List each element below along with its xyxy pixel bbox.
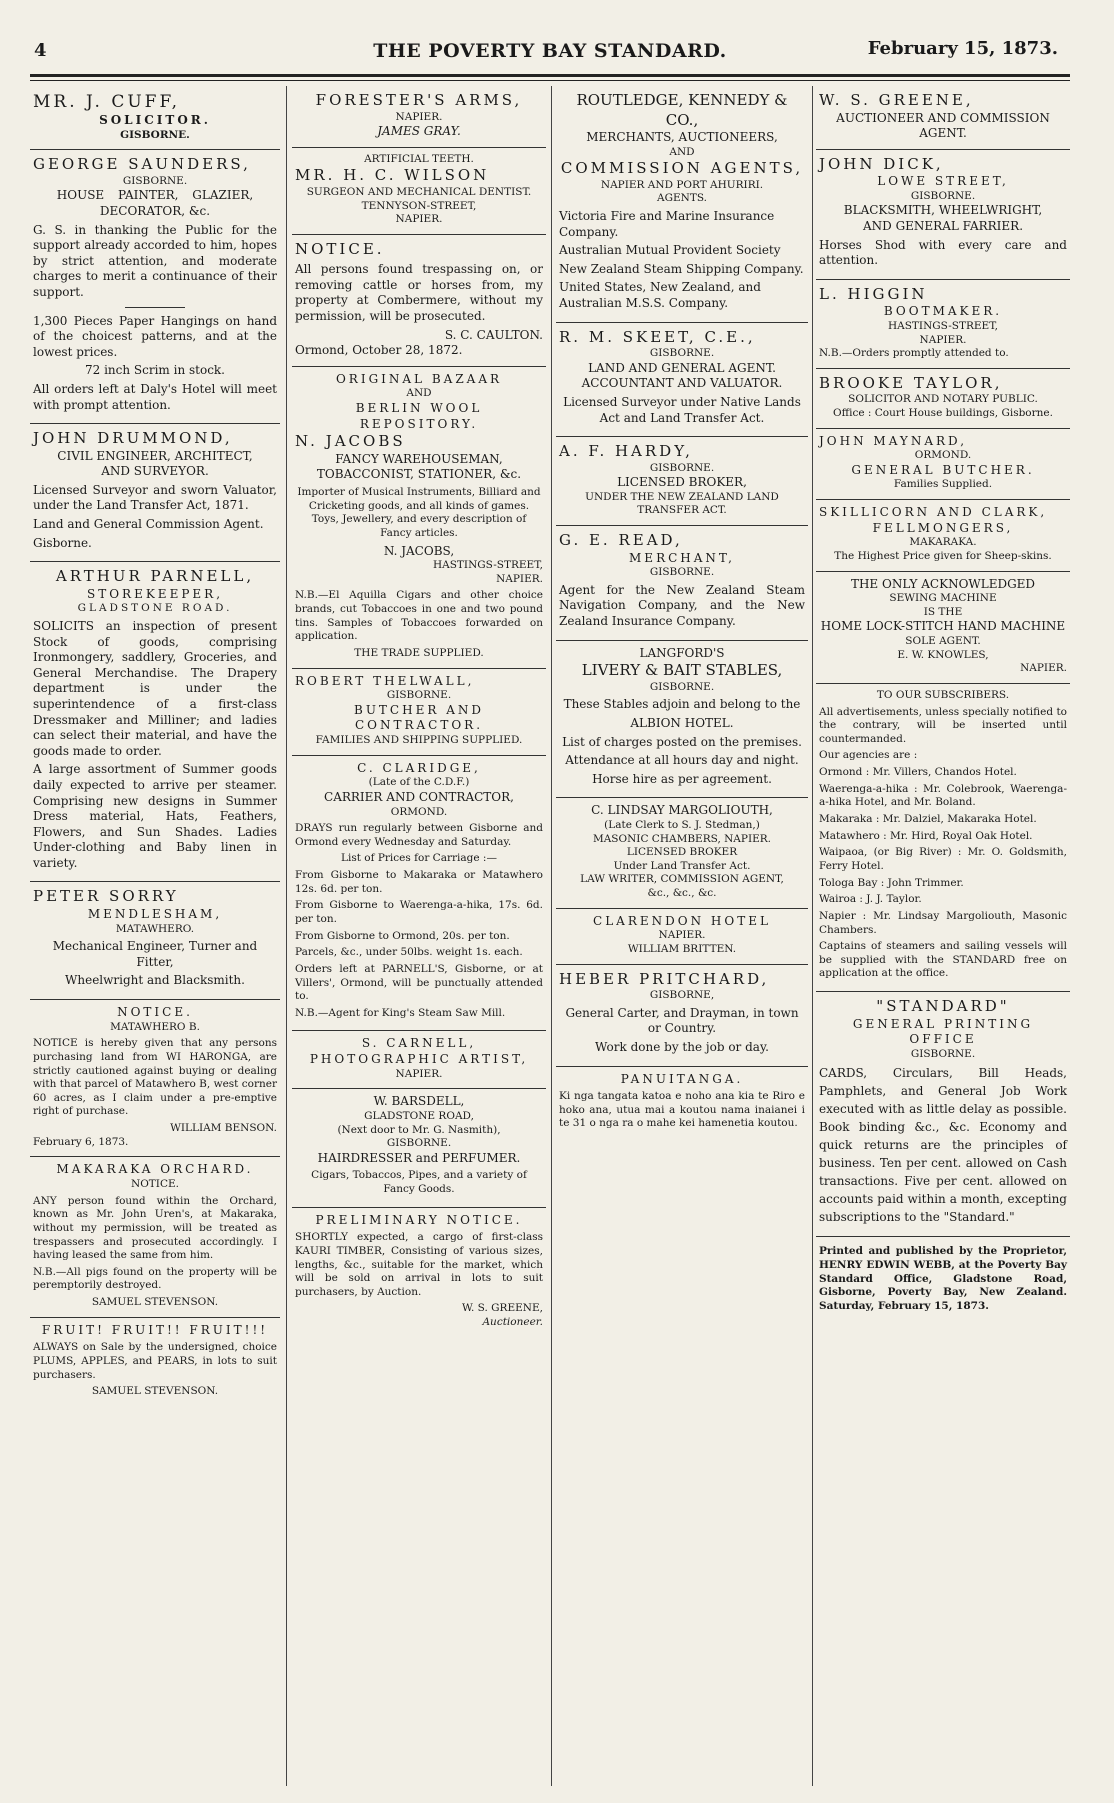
advertiser-name: MR. H. C. WILSON (295, 166, 490, 185)
ad-text: Gisborne. (33, 535, 92, 550)
ad-text: ALBION HOTEL. (630, 715, 734, 730)
ad-text: FAMILIES AND SHIPPING SUPPLIED. (315, 734, 523, 747)
ad-text: CARDS, Circulars, Bill Heads, Pamphlets, and General Job Work executed with as little delay as possible. Book binding &c., &c. Economy and quick returns are the principles of business. Ten per cent. allowed on Cash transactions. Five per cent. allowed on accounts paid within a month, excepting subscriptions to the "Standard." (819, 1066, 1067, 1225)
advertiser-place: NAPIER. (919, 333, 967, 346)
advertiser-place: GISBORNE. (386, 1137, 452, 1150)
advertiser-role: LICENSED BROKER (626, 846, 738, 859)
advertiser-name: FORESTER'S ARMS, (315, 91, 523, 109)
advertiser-role: AGENT. (919, 126, 967, 141)
advertiser-keeper: WILLIAM BRITTEN. (627, 943, 737, 955)
ad-text: List of Prices for Carriage :— (341, 852, 497, 865)
signature: SAMUEL STEVENSON. (91, 1296, 219, 1309)
advertiser-role: PHOTOGRAPHIC ARTIST, (309, 1052, 529, 1067)
advertiser-name: HEBER PRITCHARD, (559, 969, 770, 988)
advertiser-role: MERCHANTS, AUCTIONEERS, (586, 130, 778, 144)
ad-text: ANY person found within the Orchard, known as Mr. John Uren's, at Makaraka, without my permission, will be treated as trespassers and prosecuted accordingly. I having leased the same from him. (33, 1194, 277, 1262)
ad-barsdell (292, 1089, 546, 1207)
ad-skeet (556, 323, 808, 438)
header-rule-thick (30, 74, 1070, 77)
ad-wilson (292, 148, 546, 235)
advertiser-name: GEORGE SAUNDERS, (33, 155, 251, 174)
advertiser-name: JOHN DRUMMOND, (33, 429, 233, 448)
advertiser-role: MERCHANT, (629, 550, 735, 565)
ad-langford (556, 641, 808, 799)
issue-date: February 15, 1873. (867, 38, 1058, 59)
ad-text: SOLE AGENT. (905, 635, 981, 647)
advertiser-role: SOLICITOR AND NOTARY PUBLIC. (848, 393, 1038, 406)
advertiser-name: ROUTLEDGE, KENNEDY & CO., (576, 91, 788, 129)
advertiser-role: AND GENERAL FARRIER. (862, 219, 1024, 234)
ad-knowles (816, 572, 1070, 684)
agency-item: Victoria Fire and Marine Insurance Company. (559, 209, 775, 239)
advertiser-place: GISBORNE. (649, 680, 715, 693)
ad-text: Captains of steamers and sailing vessels will be supplied with the STANDARD free on application at the office. (819, 940, 1067, 980)
advertiser-place: ORMOND. (914, 449, 972, 462)
agency-item: Ormond : Mr. Villers, Chandos Hotel. (819, 766, 1017, 779)
ad-text: Mechanical Engineer, Turner and Fitter, (52, 939, 258, 969)
ad-heading: SEWING MACHINE (889, 592, 997, 605)
ad-skillicorn (816, 500, 1070, 571)
ad-text: UNDER THE NEW ZEALAND LAND TRANSFER ACT. (585, 490, 779, 517)
advertiser-role: AND (669, 145, 695, 158)
ad-kauri (292, 1208, 546, 1337)
agency-item: Matawhero : Mr. Hird, Royal Oak Hotel. (819, 829, 1033, 842)
advertiser-role: LAND AND GENERAL AGENT. (588, 360, 776, 375)
ad-panuitanga (556, 1067, 808, 1142)
column-rule (812, 86, 813, 1786)
advertiser-name: E. W. KNOWLES, (897, 648, 989, 661)
ad-clarendon (556, 909, 808, 965)
agency-item: Australian Mutual Provident Society (559, 243, 781, 258)
ad-text: THE TRADE SUPPLIED. (354, 646, 484, 659)
signature: W. S. GREENE, (462, 1302, 543, 1315)
agency-item: New Zealand Steam Shipping Company. (559, 261, 804, 276)
header-rule-thin (30, 80, 1070, 81)
advertiser-street: TENNYSON-STREET, (361, 199, 477, 212)
notice-title: NOTICE. (295, 239, 385, 258)
column-4 (816, 86, 1070, 1786)
agency-item: Waipaoa, (or Big River) : Mr. O. Goldsmith, Ferry Hotel. (819, 846, 1067, 872)
ad-carnell (292, 1031, 546, 1089)
ad-dick (816, 150, 1070, 280)
ad-text: Licensed Surveyor and sworn Valuator, under the Land Transfer Act, 1871. (33, 482, 277, 513)
ad-text: Importer of Musical Instruments, Billiard and Cricketing goods, and all kinds of games. Toys, Jewellery, and every description of Fancy articles. (297, 485, 541, 539)
advertiser-place: GISBORNE. (649, 461, 715, 474)
advertiser-note: (Late of the C.D.F.) (368, 776, 470, 789)
ad-subscribers (816, 684, 1070, 992)
ad-text: Ki nga tangata katoa e noho ana kia te Riro e hoko ana, utua mai a koutou nama inaianei i te 31 o nga ra o mahe kei hamenetia koutou. (559, 1090, 805, 1130)
advertiser-name: A. F. HARDY, (559, 442, 693, 461)
agency-item: Napier : Mr. Lindsay Margoliouth, Masonic Chambers. (819, 909, 1067, 936)
advertiser-role: CARRIER AND CONTRACTOR, (324, 789, 514, 804)
advertiser-place: MATAWHERO. (115, 922, 195, 935)
advertiser-place: NAPIER. (658, 929, 706, 942)
ad-heading: HOME LOCK-STITCH HAND MACHINE (820, 619, 1066, 634)
ad-claridge (292, 756, 546, 1032)
advertiser-name: PETER SORRY (33, 887, 179, 906)
ad-taylor (816, 369, 1070, 429)
ad-text: &c., &c., &c. (647, 887, 717, 900)
notice-subtitle: NOTICE. (131, 1177, 179, 1190)
advertiser-role: GENERAL BUTCHER. (851, 462, 1035, 477)
signature: WILLIAM BENSON. (170, 1122, 277, 1135)
advertiser-name: ROBERT THELWALL, (295, 673, 475, 688)
column-rule (551, 86, 552, 1786)
advertiser-trades: DECORATOR, &c. (99, 204, 211, 219)
notice-title: MAKARAKA ORCHARD. (56, 1162, 254, 1177)
advertiser-role: AND SURVEYOR. (101, 464, 209, 479)
ad-sorry (30, 882, 280, 1000)
advertiser-address: MASONIC CHAMBERS, NAPIER. (592, 832, 772, 845)
advertiser-street: HASTINGS-STREET, (432, 559, 543, 572)
advertiser-place: NAPIER. (395, 1067, 443, 1080)
advertiser-role: ACCOUNTANT AND VALUATOR. (581, 376, 783, 391)
ad-caulton-notice (292, 235, 546, 367)
advertiser-place: GISBORNE, (649, 989, 715, 1002)
price-item: From Gisborne to Makaraka or Matawhero 12s. 6d. per ton. (295, 869, 543, 895)
advertiser-name: C. LINDSAY MARGOLIOUTH, (591, 803, 773, 818)
advertiser-place: NAPIER. (1020, 662, 1067, 675)
notice-title: PANUITANGA. (620, 1071, 744, 1086)
ad-hardy (556, 437, 808, 526)
ad-orchard (30, 1157, 280, 1317)
ad-text: N.B.—Orders promptly attended to. (819, 347, 1009, 360)
advertiser-place: ORMOND. (390, 805, 448, 818)
page-header (30, 38, 1070, 72)
ad-text: NOTICE is hereby given that any persons purchasing land from WI HARONGA, are strictly cautioned against buying or dealing with that parcel of Matawhero B, west corner 60 acres, as I claim under a pre-emptive right of purchase. (33, 1037, 277, 1118)
advertiser-role: FELLMONGERS, (872, 520, 1014, 535)
advertiser-street: GLADSTONE ROAD, (364, 1109, 474, 1122)
ad-text: Agent for the New Zealand Steam Navigation Company, and the New Zealand Insurance Company. (559, 582, 805, 629)
advertiser-role: FANCY WAREHOUSEMAN, (335, 451, 503, 466)
advertiser-place: GISBORNE. (386, 689, 452, 702)
notice-title: TO OUR SUBSCRIBERS. (876, 688, 1010, 701)
ad-heading: AGENTS. (657, 192, 707, 205)
advertiser-name: C. CLARIDGE, (357, 760, 481, 775)
ad-text: DRAYS run regularly between Gisborne and Ormond every Wednesday and Saturday. (295, 822, 543, 848)
advertiser-name: N. JACOBS (295, 432, 406, 451)
advertiser-name: W. BARSDELL, (373, 1094, 465, 1109)
ad-text: Families Supplied. (893, 478, 993, 491)
advertiser-trades: HOUSE PAINTER, GLAZIER, (56, 188, 254, 203)
ad-heading: IS THE (923, 605, 963, 618)
ad-pritchard (556, 965, 808, 1067)
ad-text: 1,300 Pieces Paper Hangings on hand of the choicest patterns, and at the lowest prices. (33, 313, 277, 359)
advertiser-name: MENDLESHAM, (87, 906, 223, 921)
ad-standard-printing (816, 992, 1070, 1237)
ad-heading: AND (406, 387, 432, 400)
advertiser-role: AUCTIONEER AND COMMISSION (836, 110, 1050, 125)
ad-heading: "STANDARD" (876, 997, 1010, 1016)
agency-item: Makaraka : Mr. Dalziel, Makaraka Hotel. (819, 813, 1037, 826)
advertiser-place: NAPIER. (395, 110, 443, 123)
advertiser-role: LIVERY & BAIT STABLES, (581, 661, 783, 680)
ad-text: Wheelwright and Blacksmith. (65, 973, 245, 988)
divider (125, 307, 185, 308)
ad-text: Horse hire as per agreement. (592, 771, 772, 786)
advertiser-place: NAPIER. (496, 572, 543, 585)
signature: N. JACOBS, (383, 543, 455, 558)
signature: S. C. CAULTON. (444, 327, 543, 342)
advertiser-place: GISBORNE. (120, 128, 190, 141)
advertiser-role: SOLICITOR. (99, 113, 211, 128)
ad-text: All orders left at Daly's Hotel will meet with prompt attention. (33, 382, 277, 412)
ad-heading: BERLIN WOOL REPOSITORY. (355, 401, 483, 431)
imprint-text: Printed and published by the Proprietor, HENRY EDWIN WEBB, at the Poverty Bay Standard Office, Gladstone Road, Gisborne, Poverty Bay, New Zealand. Saturday, February 15, 1873. (819, 1245, 1067, 1312)
ad-heading: ARTIFICIAL TEETH. (364, 152, 474, 165)
ad-text: The Highest Price given for Sheep-skins. (834, 549, 1052, 562)
ad-jacobs (292, 367, 546, 669)
ad-heading: THE ONLY ACKNOWLEDGED (850, 576, 1036, 591)
ad-text: N.B.—Agent for King's Steam Saw Mill. (295, 1006, 506, 1019)
advertiser-name: L. HIGGIN (819, 284, 928, 303)
notice-date: February 6, 1873. (33, 1135, 129, 1148)
signature-role: Auctioneer. (482, 1316, 543, 1329)
advertiser-role: LICENSED BROKER, (617, 475, 747, 490)
ad-saunders (30, 150, 280, 424)
ad-cuff (30, 86, 280, 150)
price-item: Parcels, &c., under 50lbs. weight 1s. each. (295, 946, 523, 959)
ad-heading: ORIGINAL BAZAAR (335, 371, 503, 386)
ad-text: G. S. in thanking the Public for the support already accorded to him, hopes by strict attention, and moderate charges to merit a continuance of their support. (33, 222, 277, 300)
advertiser-place: NAPIER. (395, 213, 443, 226)
ad-text: SOLICITS an inspection of present Stock of goods, comprising Ironmongery, saddlery, Groceries, and General Merchandise. The Drapery department is under the superintendence of a first-class Dressmaker and Milliner; and ladies can select their material, and have the goods made to order. (33, 618, 277, 758)
ad-foresters-arms (292, 86, 546, 148)
ad-thelwall (292, 669, 546, 756)
ad-benson-notice (30, 1000, 280, 1157)
advertiser-street: HASTINGS-STREET, (887, 319, 998, 332)
column-1 (30, 86, 280, 1786)
advertiser-role: BOOTMAKER. (883, 304, 1003, 319)
ad-text: N.B.—All pigs found on the property will be peremptorily destroyed. (33, 1265, 277, 1292)
ad-margoliouth (556, 798, 808, 908)
advertiser-note: (Next door to Mr. G. Nasmith), (337, 1123, 501, 1136)
advertiser-place: NAPIER AND PORT AHURIRI. (600, 178, 764, 191)
advertiser-place: GISBORNE. (122, 174, 188, 187)
advertiser-name: R. M. SKEET, C.E., (559, 327, 756, 346)
agency-item: Tologa Bay : John Trimmer. (819, 876, 964, 889)
advertiser-role: BUTCHER AND CONTRACTOR. (354, 702, 484, 733)
notice-title: NOTICE. (117, 1005, 193, 1019)
advertiser-role: BLACKSMITH, WHEELWRIGHT, (843, 203, 1043, 218)
advertiser-place: GISBORNE. (910, 189, 976, 202)
ad-fruit (30, 1318, 280, 1406)
ad-text: Cigars, Tobaccos, Pipes, and a variety of Fancy Goods. (311, 1169, 527, 1196)
page-number: 4 (34, 40, 47, 61)
notice-date: Ormond, October 28, 1872. (295, 343, 463, 358)
ad-text: SHORTLY expected, a cargo of first-class KAURI TIMBER, Consisting of various sizes, lengths, &c., suitable for the market, which will be sold on arrival in lots to suit purchasers, by Auction. (295, 1231, 543, 1298)
ad-text: These Stables adjoin and belong to the (563, 697, 801, 712)
price-item: From Gisborne to Waerenga-a-hika, 17s. 6d. per ton. (295, 899, 543, 925)
ad-text: Under Land Transfer Act. (613, 859, 751, 872)
ad-text: A large assortment of Summer goods daily expected to arrive per steamer. Comprising new designs in Summer Dress material, Hats, Feathers, Flowers, and Sun Shades. Ladies Under-clothing and Baby linen in variety. (33, 762, 277, 870)
advertiser-place: GISBORNE. (649, 566, 715, 579)
advertiser-note: (Late Clerk to S. J. Stedman,) (604, 818, 760, 831)
ad-greene (816, 86, 1070, 150)
column-2 (292, 86, 546, 1786)
advertiser-role: LAW WRITER, COMMISSION AGENT, (580, 873, 784, 886)
advertiser-role: SURGEON AND MECHANICAL DENTIST. (306, 185, 532, 198)
ad-text: N.B.—El Aquilla Cigars and other choice brands, cut Tobaccoes in one and two pound tins. Samples of Tobaccoes forwarded on application. (295, 589, 543, 643)
advertiser-name: ARTHUR PARNELL, (55, 567, 255, 586)
advertiser-place: GISBORNE. (649, 347, 715, 360)
advertiser-role: HAIRDRESSER and PERFUMER. (317, 1150, 521, 1165)
notice-title: FRUIT! FRUIT!! FRUIT!!! (41, 1322, 269, 1337)
notice-title: PRELIMINARY NOTICE. (315, 1212, 523, 1227)
ad-higgin (816, 280, 1070, 369)
ad-text: List of charges posted on the premises. (562, 734, 802, 749)
advertiser-name: MR. J. CUFF, (33, 92, 180, 112)
ad-text: Our agencies are : (819, 749, 918, 762)
advertiser-street: LOWE STREET, (877, 174, 1009, 189)
imprint (816, 1237, 1070, 1323)
ad-text: Office : Court House buildings, Gisborne. (833, 406, 1053, 419)
ad-text: Attendance at all hours day and night. (565, 753, 799, 768)
masthead: THE POVERTY BAY STANDARD. (373, 40, 727, 62)
advertiser-place: MAKARAKA. (909, 536, 977, 549)
advertiser-name: W. S. GREENE, (819, 91, 974, 109)
advertiser-role: TOBACCONIST, STATIONER, &c. (316, 467, 522, 482)
ad-text: Licensed Surveyor under Native Lands Act and Land Transfer Act. (563, 394, 801, 425)
advertiser-role: COMMISSION AGENTS, (560, 159, 804, 178)
ad-read (556, 526, 808, 641)
advertiser-keeper: JAMES GRAY. (377, 124, 461, 139)
advertiser-role: STOREKEEPER, (86, 586, 224, 601)
agency-item: United States, New Zealand, and Australian M.S.S. Company. (559, 280, 761, 310)
advertiser-name: G. E. READ, (559, 531, 683, 550)
ad-text: Land and General Commission Agent. (33, 517, 264, 532)
column-3 (556, 86, 808, 1786)
advertiser-place: GLADSTONE ROAD. (77, 602, 233, 615)
advertiser-name: LANGFORD'S (639, 645, 725, 660)
ad-text: Horses Shod with every care and attention. (819, 237, 1067, 268)
advertiser-place: GISBORNE. (910, 1047, 976, 1060)
advertiser-name: SKILLICORN AND CLARK, (819, 505, 1048, 520)
notice-subtitle: MATAWHERO B. (110, 1020, 200, 1033)
ad-maynard (816, 429, 1070, 500)
ad-text: All persons found trespassing on, or removing cattle or horses from, my property at Combermere, without my permission, will be prosecuted. (295, 262, 543, 324)
advertiser-name: BROOKE TAYLOR, (819, 373, 1003, 392)
ad-text: General Carter, and Drayman, in town or Country. (565, 1005, 799, 1036)
ad-routledge (556, 86, 808, 323)
ad-heading: GENERAL PRINTING OFFICE (852, 1016, 1034, 1047)
advertiser-name: JOHN MAYNARD, (819, 433, 968, 448)
ad-text: Work done by the job or day. (595, 1039, 769, 1054)
signature: SAMUEL STEVENSON. (91, 1385, 219, 1398)
agency-item: Waerenga-a-hika : Mr. Colebrook, Waerenga-a-hika Hotel, and Mr. Boland. (819, 782, 1067, 809)
ad-text: ALWAYS on Sale by the undersigned, choice PLUMS, APPLES, and PEARS, in lots to suit purchasers. (33, 1341, 277, 1381)
price-item: From Gisborne to Ormond, 20s. per ton. (295, 929, 510, 942)
ad-text: Orders left at PARNELL'S, Gisborne, or at Villers', Ormond, will be punctually attended to. (295, 962, 543, 1003)
advertiser-name: S. CARNELL, (361, 1036, 477, 1051)
column-rule (286, 86, 287, 1786)
ad-text: All advertisements, unless specially notified to the contrary, will be inserted until countermanded. (819, 705, 1067, 745)
advertiser-role: CIVIL ENGINEER, ARCHITECT, (57, 448, 253, 463)
advertiser-name: JOHN DICK, (819, 154, 944, 173)
ad-drummond (30, 424, 280, 562)
ad-text: 72 inch Scrim in stock. (84, 363, 225, 378)
advertiser-name: CLARENDON HOTEL (593, 913, 771, 928)
agency-item: Wairoa : J. J. Taylor. (819, 893, 922, 906)
ad-parnell (30, 562, 280, 882)
